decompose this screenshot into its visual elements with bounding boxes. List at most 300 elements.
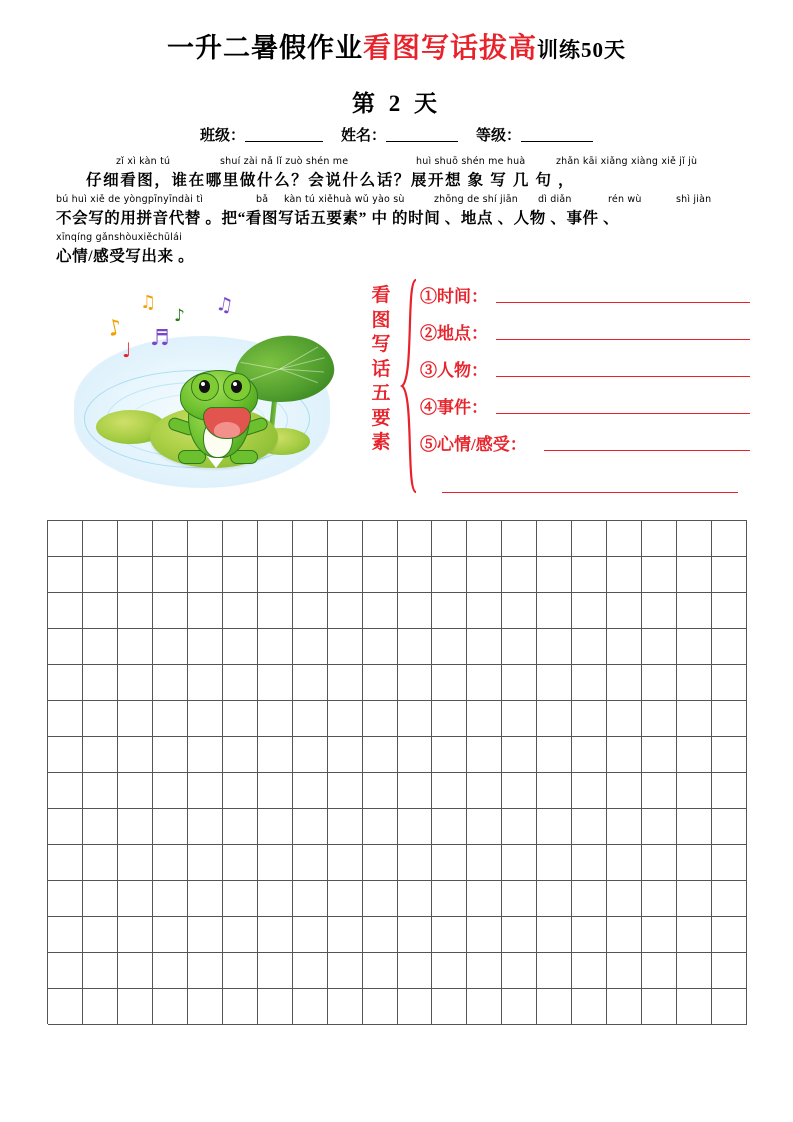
grid-cell[interactable] [83, 521, 118, 557]
grid-cell[interactable] [572, 665, 607, 701]
grid-cell[interactable] [607, 953, 642, 989]
grid-cell[interactable] [572, 773, 607, 809]
five-element-answer-line[interactable] [496, 376, 750, 377]
grid-cell[interactable] [398, 737, 433, 773]
grid-cell[interactable] [293, 629, 328, 665]
grid-cell[interactable] [83, 953, 118, 989]
grid-cell[interactable] [188, 737, 223, 773]
five-element-answer-line[interactable] [496, 339, 750, 340]
grid-cell[interactable] [153, 809, 188, 845]
grid-cell[interactable] [118, 629, 153, 665]
grid-cell[interactable] [432, 917, 467, 953]
grid-cell[interactable] [328, 953, 363, 989]
grid-cell[interactable] [642, 701, 677, 737]
grid-cell[interactable] [398, 557, 433, 593]
grid-cell[interactable] [258, 989, 293, 1025]
grid-cell[interactable] [677, 665, 712, 701]
grid-cell[interactable] [642, 737, 677, 773]
grid-cell[interactable] [677, 881, 712, 917]
grid-cell[interactable] [432, 557, 467, 593]
grid-cell[interactable] [712, 917, 747, 953]
grid-cell[interactable] [223, 845, 258, 881]
grid-cell[interactable] [712, 881, 747, 917]
grid-cell[interactable] [502, 845, 537, 881]
grid-cell[interactable] [258, 917, 293, 953]
grid-cell[interactable] [188, 521, 223, 557]
grid-cell[interactable] [607, 665, 642, 701]
grid-cell[interactable] [223, 881, 258, 917]
grid-cell[interactable] [537, 701, 572, 737]
grid-cell[interactable] [48, 917, 83, 953]
grid-cell[interactable] [467, 989, 502, 1025]
instruction-line-1 [56, 156, 746, 194]
grid-cell[interactable] [293, 593, 328, 629]
grid-cell[interactable] [572, 521, 607, 557]
grid-cell[interactable] [328, 629, 363, 665]
grid-cell[interactable] [502, 701, 537, 737]
writing-grid[interactable] [47, 520, 747, 1024]
grid-cell[interactable] [502, 557, 537, 593]
grid-cell[interactable] [432, 737, 467, 773]
grid-cell[interactable] [502, 953, 537, 989]
grid-cell[interactable] [118, 557, 153, 593]
grid-cell[interactable] [467, 521, 502, 557]
grid-cell[interactable] [223, 665, 258, 701]
grid-cell[interactable] [677, 593, 712, 629]
grid-cell[interactable] [118, 881, 153, 917]
grid-cell[interactable] [223, 593, 258, 629]
grid-cell[interactable] [118, 845, 153, 881]
grid-cell[interactable] [188, 629, 223, 665]
grid-cell[interactable] [502, 809, 537, 845]
grid-cell[interactable] [188, 773, 223, 809]
grid-cell[interactable] [363, 809, 398, 845]
grid-cell[interactable] [572, 989, 607, 1025]
grid-cell[interactable] [153, 845, 188, 881]
grid-cell[interactable] [48, 665, 83, 701]
grid-cell[interactable] [537, 737, 572, 773]
grid-cell[interactable] [223, 773, 258, 809]
grid-cell[interactable] [153, 557, 188, 593]
grid-cell[interactable] [712, 737, 747, 773]
grid-cell[interactable] [712, 989, 747, 1025]
grid-cell[interactable] [467, 665, 502, 701]
grid-cell[interactable] [607, 737, 642, 773]
grid-cell[interactable] [537, 917, 572, 953]
title-highlight: 看图写话拔高 [362, 33, 537, 64]
grid-cell[interactable] [642, 953, 677, 989]
grid-cell[interactable] [118, 773, 153, 809]
grid-cell[interactable] [502, 521, 537, 557]
five-element-answer-line[interactable] [544, 450, 750, 451]
grid-cell[interactable] [258, 953, 293, 989]
grid-cell[interactable] [572, 701, 607, 737]
grid-cell[interactable] [293, 845, 328, 881]
grid-cell[interactable] [153, 593, 188, 629]
five-elements-extra-line[interactable] [442, 492, 738, 493]
grid-cell[interactable] [48, 521, 83, 557]
grid-cell[interactable] [118, 737, 153, 773]
grid-cell[interactable] [83, 773, 118, 809]
grid-cell[interactable] [293, 773, 328, 809]
grid-cell[interactable] [467, 845, 502, 881]
grid-cell[interactable] [118, 665, 153, 701]
grid-cell[interactable] [712, 845, 747, 881]
grid-cell[interactable] [328, 737, 363, 773]
grid-cell[interactable] [188, 845, 223, 881]
grid-cell[interactable] [363, 845, 398, 881]
grid-cell[interactable] [118, 701, 153, 737]
grid-cell[interactable] [712, 629, 747, 665]
grid-cell[interactable] [328, 989, 363, 1025]
grid-cell[interactable] [467, 881, 502, 917]
grid-cell[interactable] [537, 593, 572, 629]
grid-cell[interactable] [118, 917, 153, 953]
grid-cell[interactable] [467, 701, 502, 737]
grid-cell[interactable] [153, 737, 188, 773]
grid-cell[interactable] [188, 917, 223, 953]
grid-cell[interactable] [363, 665, 398, 701]
grid-cell[interactable] [607, 845, 642, 881]
grid-cell[interactable] [118, 989, 153, 1025]
grid-cell[interactable] [328, 773, 363, 809]
grid-cell[interactable] [398, 629, 433, 665]
grid-cell[interactable] [607, 629, 642, 665]
grid-cell[interactable] [677, 989, 712, 1025]
grid-cell[interactable] [188, 593, 223, 629]
frog-eye-left [191, 373, 219, 401]
grid-cell[interactable] [642, 809, 677, 845]
grid-cell[interactable] [48, 593, 83, 629]
grid-cell[interactable] [642, 665, 677, 701]
five-element-answer-line[interactable] [496, 302, 750, 303]
grid-cell[interactable] [293, 881, 328, 917]
grid-cell[interactable] [293, 917, 328, 953]
grid-cell[interactable] [223, 557, 258, 593]
grid-cell[interactable] [537, 989, 572, 1025]
grid-cell[interactable] [363, 521, 398, 557]
grid-cell[interactable] [467, 593, 502, 629]
grid-cell[interactable] [607, 521, 642, 557]
grid-cell[interactable] [293, 809, 328, 845]
grid-cell[interactable] [537, 521, 572, 557]
grid-cell[interactable] [642, 845, 677, 881]
grid-cell[interactable] [712, 773, 747, 809]
grid-cell[interactable] [363, 953, 398, 989]
grid-cell[interactable] [677, 629, 712, 665]
grid-cell[interactable] [677, 953, 712, 989]
grid-cell[interactable] [188, 701, 223, 737]
class-input-line[interactable] [245, 126, 323, 142]
grid-cell[interactable] [118, 521, 153, 557]
grid-cell[interactable] [258, 701, 293, 737]
grid-cell[interactable] [258, 881, 293, 917]
grid-cell[interactable] [258, 557, 293, 593]
grid-cell[interactable] [537, 809, 572, 845]
grid-cell[interactable] [432, 629, 467, 665]
grid-cell[interactable] [223, 737, 258, 773]
grid-cell[interactable] [572, 737, 607, 773]
grid-cell[interactable] [48, 629, 83, 665]
grid-cell[interactable] [328, 701, 363, 737]
grid-cell[interactable] [118, 593, 153, 629]
grid-cell[interactable] [467, 809, 502, 845]
grid-cell[interactable] [153, 953, 188, 989]
grid-cell[interactable] [363, 557, 398, 593]
grid-cell[interactable] [467, 737, 502, 773]
grid-cell[interactable] [293, 953, 328, 989]
grid-cell[interactable] [48, 557, 83, 593]
grid-cell[interactable] [153, 989, 188, 1025]
grid-cell[interactable] [363, 629, 398, 665]
grid-cell[interactable] [258, 593, 293, 629]
grid-cell[interactable] [537, 845, 572, 881]
grid-cell[interactable] [712, 701, 747, 737]
grid-cell[interactable] [258, 845, 293, 881]
grid-cell[interactable] [572, 953, 607, 989]
grid-cell[interactable] [398, 665, 433, 701]
grid-cell[interactable] [432, 701, 467, 737]
grid-cell[interactable] [677, 557, 712, 593]
grid-cell[interactable] [258, 809, 293, 845]
grid-cell[interactable] [293, 557, 328, 593]
pinyin-segment: kàn tú xiěhuà wǔ yào sù [284, 194, 405, 205]
grade-field [476, 124, 593, 145]
grid-cell[interactable] [153, 773, 188, 809]
grid-cell[interactable] [502, 917, 537, 953]
grid-cell[interactable] [328, 845, 363, 881]
grid-cell[interactable] [432, 593, 467, 629]
grid-cell[interactable] [363, 989, 398, 1025]
grid-cell[interactable] [48, 881, 83, 917]
grid-cell[interactable] [467, 557, 502, 593]
grid-cell[interactable] [48, 989, 83, 1025]
grid-cell[interactable] [398, 593, 433, 629]
grid-cell[interactable] [537, 557, 572, 593]
grid-cell[interactable] [398, 701, 433, 737]
grid-cell[interactable] [432, 989, 467, 1025]
grid-cell[interactable] [467, 773, 502, 809]
grid-cell[interactable] [398, 773, 433, 809]
grid-cell[interactable] [432, 809, 467, 845]
grid-cell[interactable] [363, 737, 398, 773]
grid-cell[interactable] [328, 593, 363, 629]
grid-cell[interactable] [188, 881, 223, 917]
grid-cell[interactable] [467, 917, 502, 953]
grid-cell[interactable] [677, 917, 712, 953]
grid-cell[interactable] [607, 881, 642, 917]
grid-cell[interactable] [642, 989, 677, 1025]
grid-cell[interactable] [607, 989, 642, 1025]
grid-cell[interactable] [432, 773, 467, 809]
grid-cell[interactable] [642, 593, 677, 629]
grid-cell[interactable] [398, 521, 433, 557]
grid-cell[interactable] [398, 917, 433, 953]
grid-cell[interactable] [712, 953, 747, 989]
grid-cell[interactable] [83, 593, 118, 629]
grid-cell[interactable] [363, 593, 398, 629]
grid-cell[interactable] [537, 629, 572, 665]
grid-cell[interactable] [572, 917, 607, 953]
grid-cell[interactable] [328, 881, 363, 917]
grid-cell[interactable] [83, 701, 118, 737]
grid-cell[interactable] [48, 701, 83, 737]
grid-cell[interactable] [607, 773, 642, 809]
grid-row [48, 809, 747, 845]
grid-cell[interactable] [83, 845, 118, 881]
grid-cell[interactable] [328, 521, 363, 557]
grid-cell[interactable] [432, 665, 467, 701]
grid-cell[interactable] [607, 701, 642, 737]
grid-cell[interactable] [83, 881, 118, 917]
grid-cell[interactable] [188, 989, 223, 1025]
grid-cell[interactable] [363, 701, 398, 737]
grid-cell[interactable] [83, 629, 118, 665]
grid-cell[interactable] [677, 521, 712, 557]
grid-cell[interactable] [712, 521, 747, 557]
pinyin-segment: shì jiàn [676, 194, 712, 205]
grade-input-line[interactable] [521, 126, 593, 142]
grid-cell[interactable] [188, 809, 223, 845]
grid-cell[interactable] [223, 989, 258, 1025]
grid-cell[interactable] [712, 665, 747, 701]
grid-cell[interactable] [642, 773, 677, 809]
grid-cell[interactable] [223, 521, 258, 557]
grid-cell[interactable] [153, 701, 188, 737]
five-element-answer-line[interactable] [496, 413, 750, 414]
grid-cell[interactable] [572, 845, 607, 881]
grid-row [48, 773, 747, 809]
grid-cell[interactable] [328, 665, 363, 701]
grid-row [48, 917, 747, 953]
grid-cell[interactable] [467, 629, 502, 665]
grid-cell[interactable] [363, 917, 398, 953]
grid-cell[interactable] [258, 629, 293, 665]
grid-cell[interactable] [188, 665, 223, 701]
grid-cell[interactable] [502, 773, 537, 809]
grid-cell[interactable] [502, 629, 537, 665]
grid-cell[interactable] [642, 521, 677, 557]
grid-cell[interactable] [258, 521, 293, 557]
grid-cell[interactable] [432, 953, 467, 989]
grid-cell[interactable] [48, 845, 83, 881]
grid-cell[interactable] [607, 917, 642, 953]
grid-cell[interactable] [467, 953, 502, 989]
grid-cell[interactable] [83, 809, 118, 845]
grid-cell[interactable] [48, 809, 83, 845]
grid-cell[interactable] [398, 845, 433, 881]
grid-cell[interactable] [293, 989, 328, 1025]
grid-cell[interactable] [642, 917, 677, 953]
grid-cell[interactable] [48, 737, 83, 773]
grid-cell[interactable] [572, 557, 607, 593]
grid-cell[interactable] [363, 773, 398, 809]
grid-cell[interactable] [537, 773, 572, 809]
grid-cell[interactable] [118, 809, 153, 845]
grid-cell[interactable] [153, 629, 188, 665]
grid-cell[interactable] [502, 989, 537, 1025]
grid-cell[interactable] [677, 701, 712, 737]
grid-cell[interactable] [502, 593, 537, 629]
grid-cell[interactable] [712, 809, 747, 845]
grid-cell[interactable] [642, 629, 677, 665]
grid-cell[interactable] [677, 809, 712, 845]
grid-cell[interactable] [572, 809, 607, 845]
grid-cell[interactable] [153, 665, 188, 701]
grid-cell[interactable] [293, 737, 328, 773]
grid-cell[interactable] [432, 521, 467, 557]
grid-cell[interactable] [398, 809, 433, 845]
grid-cell[interactable] [607, 593, 642, 629]
grid-cell[interactable] [293, 665, 328, 701]
grid-cell[interactable] [223, 917, 258, 953]
grid-cell[interactable] [502, 737, 537, 773]
grid-cell[interactable] [677, 773, 712, 809]
grid-cell[interactable] [432, 881, 467, 917]
grid-cell[interactable] [398, 953, 433, 989]
grid-cell[interactable] [83, 557, 118, 593]
grid-cell[interactable] [537, 953, 572, 989]
grid-cell[interactable] [398, 881, 433, 917]
grid-cell[interactable] [432, 845, 467, 881]
grid-cell[interactable] [153, 521, 188, 557]
grid-cell[interactable] [572, 629, 607, 665]
grid-cell[interactable] [712, 557, 747, 593]
grid-cell[interactable] [328, 917, 363, 953]
grid-cell[interactable] [83, 917, 118, 953]
grid-cell[interactable] [188, 557, 223, 593]
grid-cell[interactable] [677, 845, 712, 881]
grid-cell[interactable] [118, 953, 153, 989]
grid-cell[interactable] [188, 953, 223, 989]
grid-cell[interactable] [153, 881, 188, 917]
grid-cell[interactable] [223, 953, 258, 989]
grid-cell[interactable] [363, 881, 398, 917]
grid-cell[interactable] [293, 701, 328, 737]
grid-cell[interactable] [712, 593, 747, 629]
grid-cell[interactable] [223, 629, 258, 665]
grid-cell[interactable] [502, 881, 537, 917]
grid-cell[interactable] [153, 917, 188, 953]
grid-cell[interactable] [258, 773, 293, 809]
grid-cell[interactable] [537, 665, 572, 701]
name-input-line[interactable] [386, 126, 458, 142]
grid-cell[interactable] [607, 809, 642, 845]
grid-cell[interactable] [572, 881, 607, 917]
grid-cell[interactable] [293, 521, 328, 557]
grid-row [48, 737, 747, 773]
grid-cell[interactable] [258, 737, 293, 773]
grid-cell[interactable] [258, 665, 293, 701]
grid-cell[interactable] [502, 665, 537, 701]
grid-cell[interactable] [223, 809, 258, 845]
grid-cell[interactable] [537, 881, 572, 917]
grid-cell[interactable] [83, 737, 118, 773]
grid-cell[interactable] [328, 557, 363, 593]
grid-cell[interactable] [677, 737, 712, 773]
grid-cell[interactable] [48, 773, 83, 809]
grid-cell[interactable] [328, 809, 363, 845]
grid-cell[interactable] [48, 953, 83, 989]
grid-cell[interactable] [83, 665, 118, 701]
grid-cell[interactable] [642, 557, 677, 593]
grid-cell[interactable] [607, 557, 642, 593]
grid-cell[interactable] [642, 881, 677, 917]
grid-cell[interactable] [223, 701, 258, 737]
grid-cell[interactable] [572, 593, 607, 629]
grid-cell[interactable] [398, 989, 433, 1025]
grid-cell[interactable] [83, 989, 118, 1025]
